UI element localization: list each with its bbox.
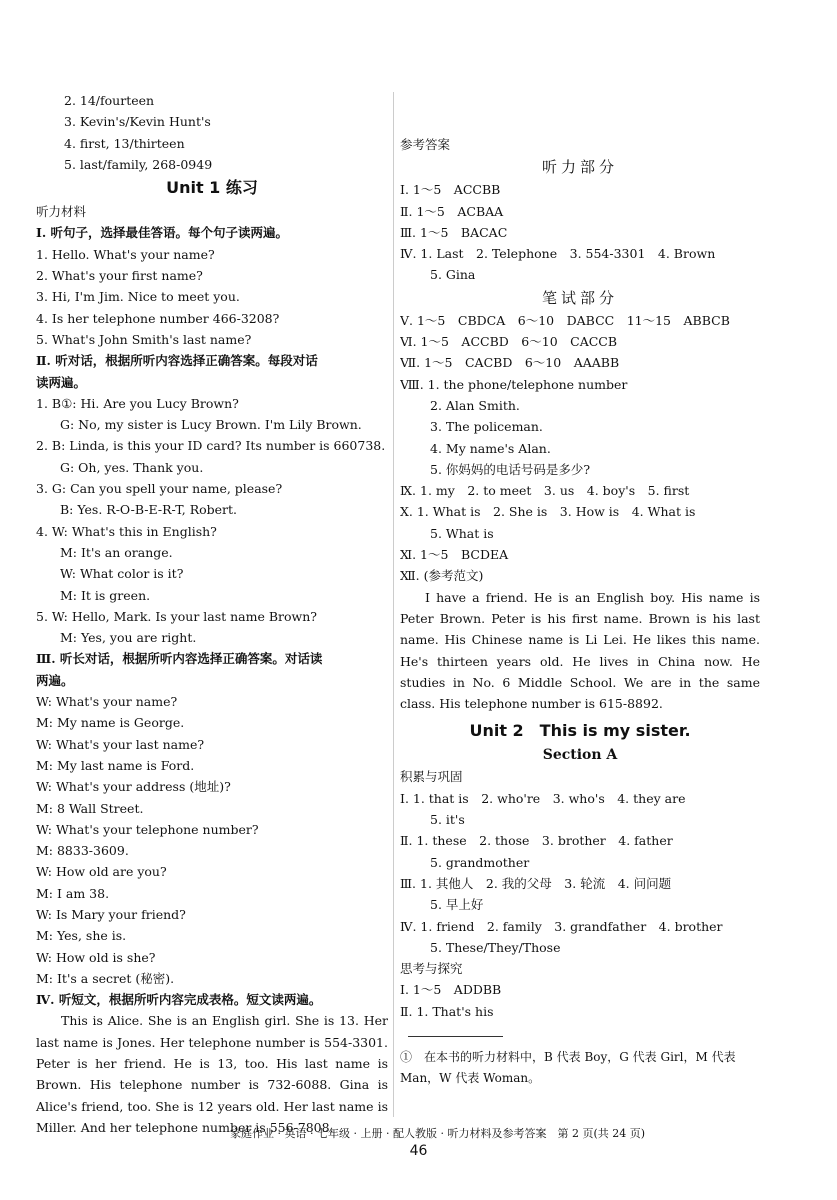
dialogue-line: M: Yes, she is. bbox=[36, 928, 127, 944]
dialogue-line: B: Yes. R-O-B-E-R-T, Robert. bbox=[60, 502, 238, 518]
part4-header: Ⅳ. 听短文，根据所听内容完成表格。短文读两遍。 bbox=[36, 992, 322, 1008]
unit1-title: Unit 1 练习 bbox=[166, 178, 258, 198]
listening-section-title: 听力部分 bbox=[541, 158, 618, 177]
accumulation-label: 积累与巩固 bbox=[400, 769, 463, 785]
column-divider bbox=[393, 92, 394, 1117]
answer-line: Ⅱ. 1. That's his bbox=[400, 1003, 494, 1019]
listening-label: 听力材料 bbox=[36, 204, 87, 220]
part2-header-cont: 读两遍。 bbox=[36, 374, 87, 390]
dialogue-line: M: My name is George. bbox=[36, 715, 185, 731]
answer-line: 2. Alan Smith. bbox=[430, 397, 520, 413]
answer-line: 4. My name's Alan. bbox=[430, 440, 551, 456]
part2-header: Ⅱ. 听对话，根据所听内容选择正确答案。每段对话 bbox=[36, 353, 318, 369]
answer-line: 3. The policeman. bbox=[430, 419, 543, 435]
answer-line: 5. Gina bbox=[430, 267, 476, 283]
answer-line: Ⅰ. 1～5 ADDBB bbox=[400, 982, 502, 998]
answer-line: Ⅷ. 1. the phone/telephone number bbox=[400, 376, 628, 392]
answer-line: Ⅲ. 1. 其他人 2. 我的父母 3. 轮流 4. 问问题 bbox=[400, 875, 672, 891]
answer-line: 5. grandmother bbox=[430, 854, 530, 870]
answer-line: 5. What is bbox=[430, 525, 494, 541]
thinking-label: 思考与探究 bbox=[400, 961, 463, 977]
dialogue-line: 2. B: Linda, is this your ID card? Its number is 660738. bbox=[36, 438, 386, 454]
answer-line: Ⅵ. 1～5 ACCBD 6～10 CACCB bbox=[400, 334, 618, 350]
answer-line: Ⅶ. 1～5 CACBD 6～10 AAABB bbox=[400, 355, 620, 371]
dialogue-line: G: Oh, yes. Thank you. bbox=[60, 459, 204, 475]
reference-answers-label: 参考答案 bbox=[400, 137, 451, 152]
answer-line: Ⅺ. 1～5 BCDEA bbox=[400, 547, 509, 563]
part1-line: 2. What's your first name? bbox=[36, 268, 203, 284]
part1-line: 5. What's John Smith's last name? bbox=[36, 331, 252, 347]
section-title: Section A bbox=[542, 747, 618, 764]
dialogue-line: M: I am 38. bbox=[36, 885, 110, 901]
footnote-rule bbox=[408, 1036, 503, 1037]
answer-line: 5. 你妈妈的电话号码是多少? bbox=[430, 461, 591, 477]
dialogue-line: W: What color is it? bbox=[60, 566, 184, 582]
answer-line: 5. 早上好 bbox=[430, 897, 484, 913]
right-column bbox=[400, 134, 760, 1089]
answer-line: Ⅰ. 1. that is 2. who're 3. who's 4. they are bbox=[400, 790, 686, 806]
dialogue-line: W: What's your last name? bbox=[36, 736, 205, 752]
part1-line: 4. Is her telephone number 466-3208? bbox=[36, 310, 280, 326]
dialogue-line: M: 8 Wall Street. bbox=[36, 800, 144, 816]
dialogue-line: M: 8833-3609. bbox=[36, 843, 129, 859]
dialogue-line: 4. W: What's this in English? bbox=[36, 523, 217, 539]
answer-line: Ⅲ. 1～5 BACAC bbox=[400, 224, 508, 240]
answer-line: Ⅰ. 1～5 ACCBB bbox=[400, 182, 501, 198]
dialogue-line: W: Is Mary your friend? bbox=[36, 906, 186, 922]
dialogue-line: W: What's your telephone number? bbox=[36, 821, 259, 837]
dialogue-line: M: It's an orange. bbox=[60, 544, 173, 560]
left-column bbox=[36, 90, 388, 1138]
sample-essay: I have a friend. He is an English boy. His name is Peter Brown. Peter is his first name. Brown is his last name. His Chinese name is Li Lei. He likes this name. He's thirteen years old. He lives in China now. He studies in No. 6 Middle School. We are in the same class. His telephone number is 615-8892. bbox=[400, 589, 760, 712]
dialogue-line: W: How old are you? bbox=[36, 864, 167, 880]
dialogue-line: 3. G: Can you spell your name, please? bbox=[36, 481, 283, 497]
page-number: 46 bbox=[409, 1143, 428, 1159]
dialogue-line: M: My last name is Ford. bbox=[36, 757, 195, 773]
part1-header: Ⅰ. 听句子，选择最佳答语。每个句子读两遍。 bbox=[36, 225, 289, 241]
part4-paragraph: This is Alice. She is an English girl. She is 13. Her last name is Jones. Her telephone number is 554-3301. Peter is her friend. He is 13, too. His last name is Brown. His telephone number is 732-6088. Gina is Alice's friend, too. She is 12 years old. Her last name is Miller. And her telephone number is 556-7808. bbox=[36, 1013, 388, 1135]
answer-line: Ⅸ. 1. my 2. to meet 3. us 4. boy's 5. first bbox=[400, 483, 690, 499]
page-footer: 家庭作业 · 英语 · 七年级 · 上册 · 配人教版 · 听力材料及参考答案 第 2 页(共 24 页) bbox=[230, 1127, 646, 1140]
dialogue-line: M: It is green. bbox=[60, 587, 151, 603]
dialogue-line: 1. B①: Hi. Are you Lucy Brown? bbox=[36, 395, 239, 411]
dialogue-line: G: No, my sister is Lucy Brown. I'm Lily Brown. bbox=[60, 417, 362, 433]
answer-line: Ⅴ. 1～5 CBDCA 6～10 DABCC 11～15 ABBCB bbox=[400, 312, 730, 328]
answer-line: 2. 14/fourteen bbox=[64, 93, 155, 108]
answer-line: 5. These/They/Those bbox=[430, 939, 561, 955]
dialogue-line: 5. W: Hello, Mark. Is your last name Brown? bbox=[36, 608, 317, 624]
dialogue-line: M: Yes, you are right. bbox=[60, 630, 197, 646]
answer-line: Ⅱ. 1～5 ACBAA bbox=[400, 203, 504, 219]
dialogue-line: W: What's your address (地址)? bbox=[36, 779, 231, 795]
written-section-title: 笔试部分 bbox=[541, 288, 618, 307]
answer-line: Ⅱ. 1. these 2. those 3. brother 4. father bbox=[400, 833, 673, 849]
answer-line: Ⅳ. 1. Last 2. Telephone 3. 554-3301 4. Brown bbox=[400, 246, 716, 262]
answer-line: 5. it's bbox=[430, 812, 465, 828]
dialogue-line: W: What's your name? bbox=[36, 694, 178, 710]
answer-line: 3. Kevin's/Kevin Hunt's bbox=[64, 114, 211, 130]
answer-line: Ⅳ. 1. friend 2. family 3. grandfather 4. brother bbox=[400, 918, 723, 934]
dialogue-line: W: How old is she? bbox=[36, 949, 156, 965]
unit2-title: Unit 2 This is my sister. bbox=[469, 721, 691, 741]
answer-line: 5. last/family, 268-0949 bbox=[64, 156, 213, 172]
footnote: ① 在本书的听力材料中，B 代表 Boy，G 代表 Girl，M 代表 Man，W 代表 Woman。 bbox=[400, 1049, 736, 1085]
part1-line: 3. Hi, I'm Jim. Nice to meet you. bbox=[36, 289, 240, 305]
part3-header: Ⅲ. 听长对话，根据所听内容选择正确答案。对话读 bbox=[36, 651, 323, 667]
answer-line: Ⅹ. 1. What is 2. She is 3. How is 4. What is bbox=[400, 504, 696, 520]
dialogue-line: M: It's a secret (秘密). bbox=[36, 970, 175, 986]
part3-header-cont: 两遍。 bbox=[36, 672, 74, 688]
answer-line: 4. first, 13/thirteen bbox=[64, 135, 185, 151]
part1-line: 1. Hello. What's your name? bbox=[36, 246, 215, 262]
answer-line: Ⅻ. (参考范文) bbox=[400, 568, 484, 584]
